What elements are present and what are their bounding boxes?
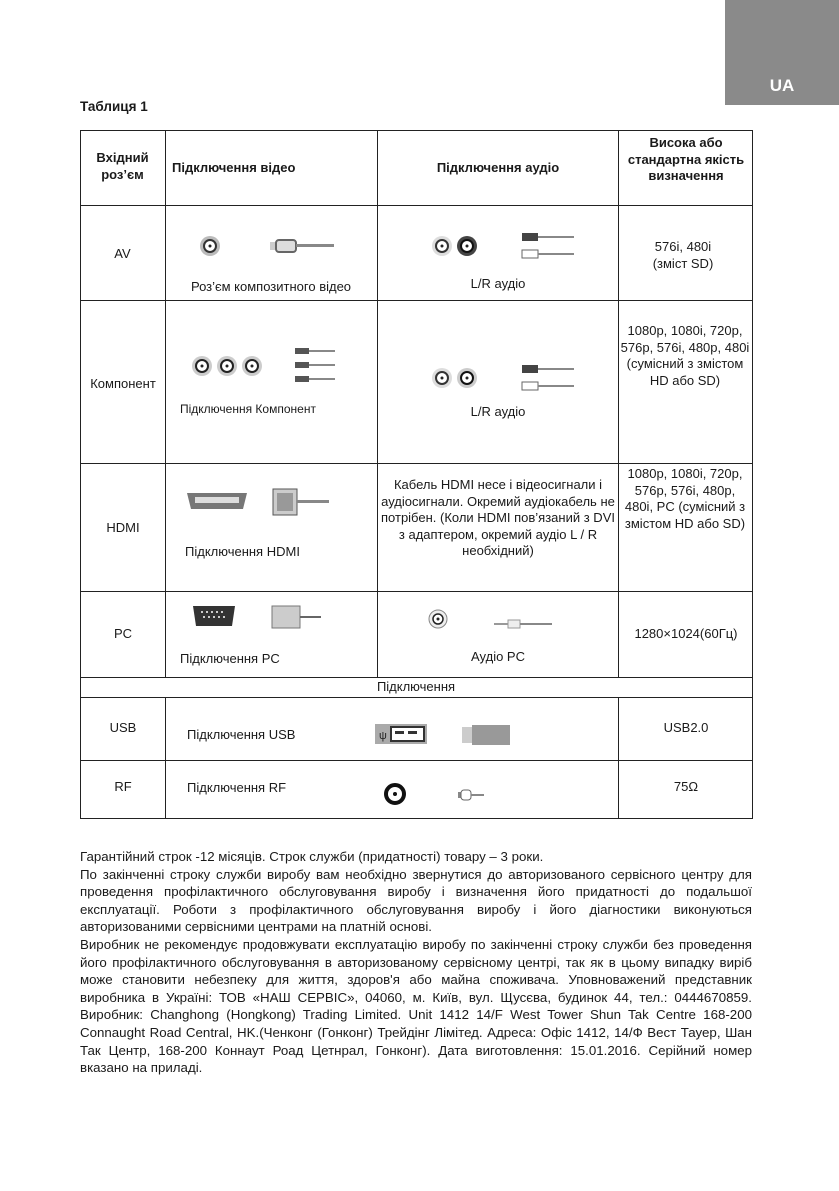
- row-divider: [80, 677, 753, 678]
- usb-input: USB: [109, 720, 137, 735]
- component-quality: 1080p, 1080i, 720p, 576p, 576i, 480p, 480i (сумісний з змістом HD або SD): [620, 323, 750, 388]
- service-paragraph: По закінченні строку служби виробу вам необхідно звернутися до авторизованого сервісного центру для проведення профілактичного обслуговування виробу і визначення його придатності до подальшої експлуатації. Роботи з профілактичного обслуговування виробу і його діагностики виконуються авторизованими сервісними центрами на платній основі.: [80, 866, 752, 935]
- component-connector-icon: [190, 345, 340, 385]
- av-video-label: Роз’єм композитного відео: [190, 279, 352, 294]
- av-audio-label: L/R аудіо: [470, 276, 526, 291]
- header-input: Вхідний роз’єм: [96, 150, 149, 182]
- row-divider: [80, 463, 753, 464]
- av-quality: 576i, 480i (зміст SD): [652, 239, 714, 271]
- lr-audio-connector-icon: [430, 360, 575, 396]
- table-border: [80, 130, 753, 131]
- rf-quality: 75Ω: [673, 779, 699, 794]
- pc-input: PC: [113, 626, 133, 641]
- warranty-text: [80, 848, 752, 1077]
- composite-video-connector-icon: [198, 234, 338, 258]
- svg-text:ψ: ψ: [379, 730, 387, 742]
- hdmi-quality: 1080p, 1080i, 720p, 576p, 576i, 480p, 480i, PC (сумісний з змістом HD або SD): [624, 466, 746, 531]
- row-divider: [80, 591, 753, 592]
- connection-section-header: Підключення: [376, 679, 456, 694]
- row-divider: [80, 697, 753, 698]
- header-quality: Висока або стандартна якість визначення: [627, 135, 745, 183]
- component-audio-label: L/R аудіо: [470, 404, 526, 419]
- warranty-paragraph: Гарантійний строк -12 місяців. Строк служби (придатності) товару – 3 роки.: [80, 849, 544, 864]
- hdmi-audio-description: Кабель HDMI несе і відеосигнали і аудіосигнали. Окремий аудіокабель не потрібен. (Коли HDMI пов’язаний з DVI з адаптером, окремий аудіо L / R необхідний): [381, 477, 615, 558]
- table-border: [752, 130, 753, 819]
- row-divider: [80, 205, 753, 206]
- table-border: [80, 130, 81, 819]
- table-caption: Таблиця 1: [80, 99, 148, 114]
- language-label: UA: [769, 76, 795, 95]
- col-divider: [165, 130, 166, 677]
- usb-connector-icon: [375, 724, 515, 746]
- col-divider: [618, 130, 619, 677]
- av-input: AV: [114, 246, 131, 261]
- row-divider: [80, 300, 753, 301]
- component-input: Компонент: [90, 376, 156, 391]
- manufacturer-paragraph: Виробник не рекомендує продовжувати експлуатацію виробу по закінченні строку служби без проведення його профілактичного обслуговування в авторизованому сервісному центрі, так як в цьому випадку виріб може становити небезпеку для життя, здоров'я або майна споживача. Уповноважений представник виробника в Україні: ТОВ «НАШ СЕРВІС», 04060, м. Київ, вул. Щусєва, будинок 44, тел.: 0444670859. Виробник: Changhong (Hongkong) Trading Limited. Unit 1412 14/F West Tower Shun Tak Centre 168-200 Connaught Road Central, HK.(Ченконг (Гонконг) Трейдінг Лімітед. Адреса: Офіс 1412, 14/Ф Вест Тауер, Шан Так Центр, 168-200 Коннаут Роад Цетнрал, Гонконг). Дата виготовлення: 15.01.2016. Серійний номер вказано на приладі.: [80, 936, 752, 1076]
- pc-audio-label: Аудіо PC: [471, 649, 525, 664]
- hdmi-video-label: Підключення HDMI: [185, 544, 300, 559]
- lr-audio-connector-icon: [430, 228, 575, 264]
- rf-connection-label: Підключення RF: [187, 780, 287, 795]
- hdmi-connector-icon: [185, 487, 330, 517]
- pc-video-label: Підключення PC: [180, 651, 280, 666]
- hdmi-input: HDMI: [106, 520, 140, 535]
- col-divider: [618, 697, 619, 818]
- header-audio: Підключення аудіо: [436, 160, 560, 175]
- rf-connector-icon: [384, 783, 484, 805]
- pc-quality: 1280×1024(60Гц): [634, 626, 738, 641]
- usb-quality: USB2.0: [663, 720, 709, 735]
- rf-input: RF: [114, 779, 132, 794]
- component-video-label: Підключення Компонент: [180, 402, 316, 416]
- table-border: [80, 818, 753, 819]
- col-divider: [165, 697, 166, 818]
- language-tab: [725, 0, 839, 105]
- vga-connector-icon: [192, 604, 322, 630]
- pc-audio-connector-icon: [428, 607, 553, 633]
- header-video: Підключення відео: [172, 160, 296, 175]
- row-divider: [80, 760, 753, 761]
- usb-connection-label: Підключення USB: [187, 727, 296, 742]
